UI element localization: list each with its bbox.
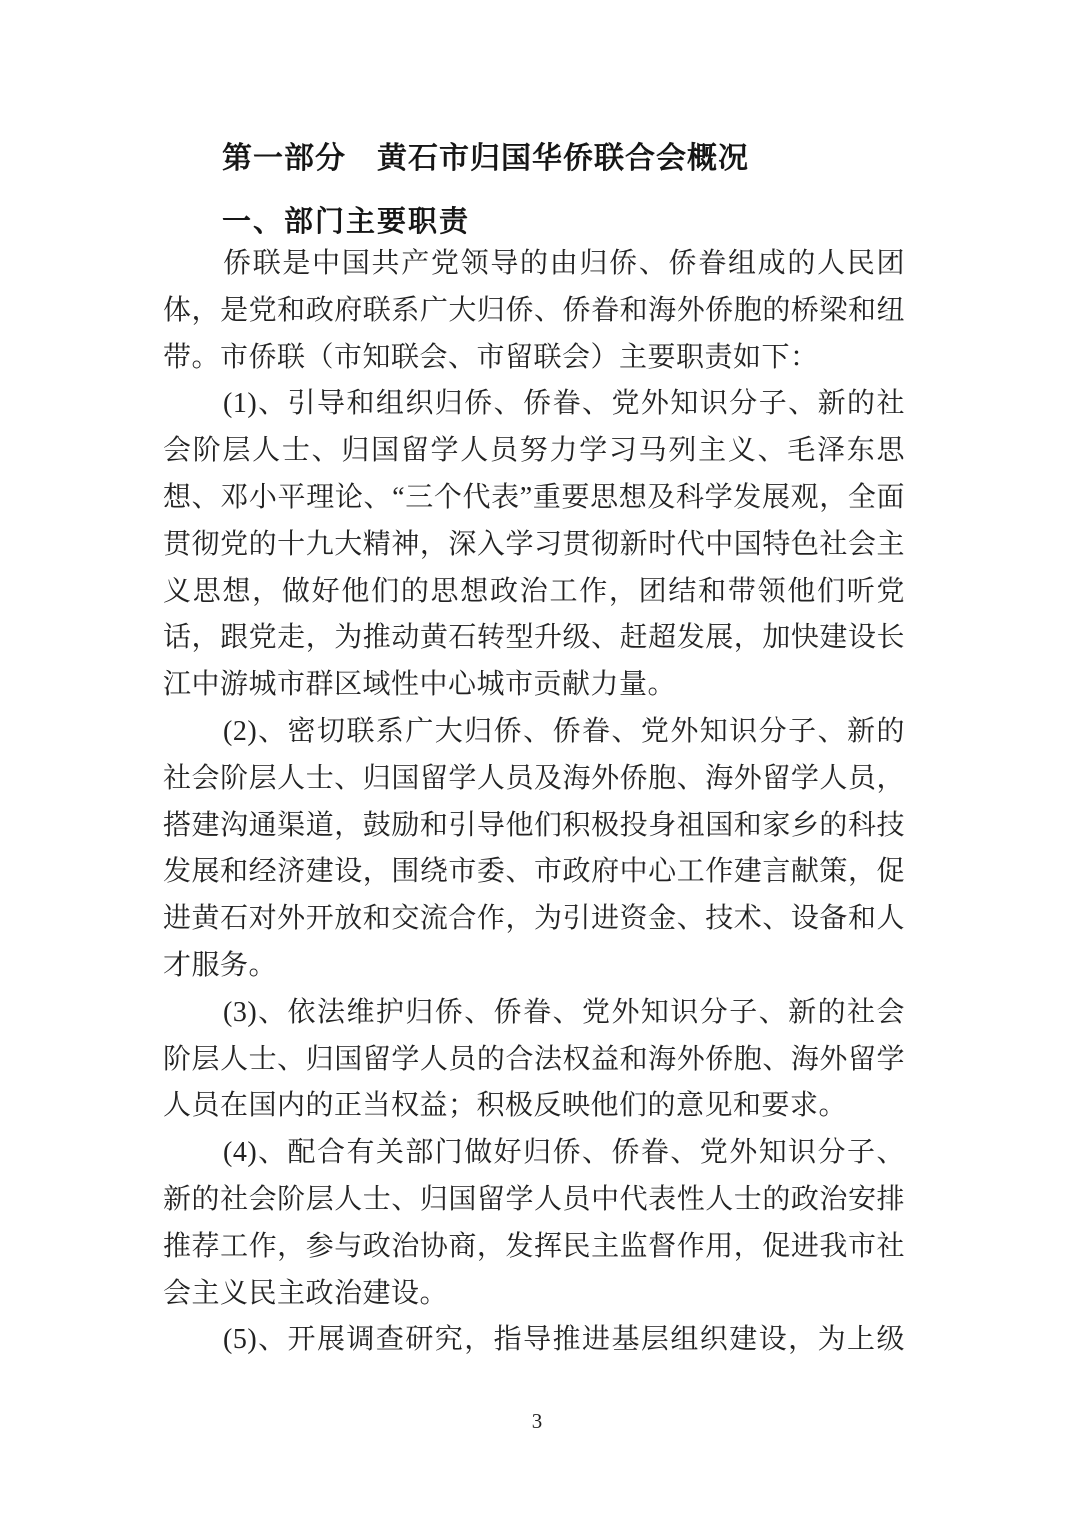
paragraph-duty-4: (4)、配合有关部门做好归侨、侨眷、党外知识分子、新的社会阶层人士、归国留学人员中代表性人士的政治安排推荐工作，参与政治协商，发挥民主监督作用，促进我市社会主义民主政治建设。	[163, 1137, 905, 1309]
page-number: 3	[531, 1409, 543, 1433]
paragraph-duty-2: (2)、密切联系广大归侨、侨眷、党外知识分子、新的社会阶层人士、归国留学人员及海外侨胞、海外留学人员，搭建沟通渠道，鼓励和引导他们积极投身祖国和家乡的科技发展和经济建设，围绕市委、市政府中心工作建言献策，促进黄石对外开放和交流合作，为引进资金、技术、设备和人才服务。	[163, 715, 905, 981]
document-title: 第一部分 黄石市归国华侨联合会概况	[222, 142, 749, 175]
paragraph-duty-3: (3)、依法维护归侨、侨眷、党外知识分子、新的社会阶层人士、归国留学人员的合法权益和海外侨胞、海外留学人员在国内的正当权益；积极反映他们的意见和要求。	[163, 996, 905, 1122]
paragraph-duty-5: (5)、开展调查研究，指导推进基层组织建设，为上级	[223, 1324, 905, 1356]
body-text	[163, 241, 905, 1364]
paragraph-duty-1: (1)、引导和组织归侨、侨眷、党外知识分子、新的社会阶层人士、归国留学人员努力学习马列主义、毛泽东思想、邓小平理论、“三个代表”重要思想及科学发展观，全面贯彻党的十九大精神，深入学习贯彻新时代中国特色社会主义思想，做好他们的思想政治工作，团结和带领他们听党话，跟党走，为推动黄石转型升级、赶超发展，加快建设长江中游城市群区域性中心城市贡献力量。	[163, 388, 905, 701]
document-content	[163, 0, 905, 1364]
section-heading-duties: 一、部门主要职责	[222, 206, 471, 238]
paragraph-intro: 侨联是中国共产党领导的由归侨、侨眷组成的人民团体，是党和政府联系广大归侨、侨眷和海外侨胞的桥梁和纽带。市侨联（市知联会、市留联会）主要职责如下：	[163, 248, 905, 373]
